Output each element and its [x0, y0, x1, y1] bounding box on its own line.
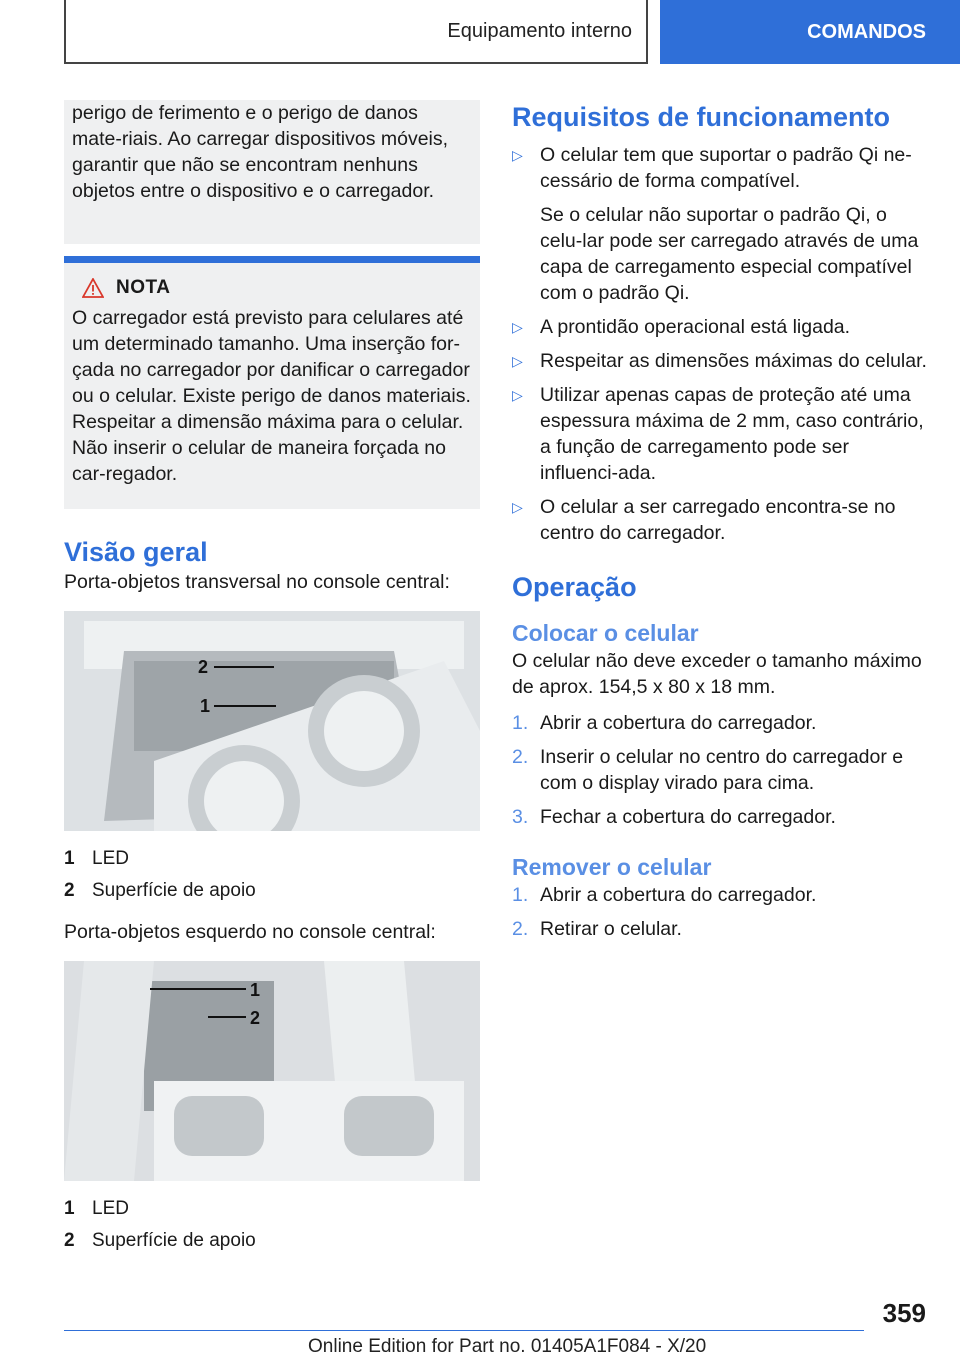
step-text: Fechar a cobertura do carregador. [540, 806, 836, 828]
nota-label: NOTA [116, 277, 171, 298]
requirements-title: Requisitos de funcionamento [512, 102, 891, 132]
requirement-text: O celular tem que suportar o padrão Qi ne-cessário de forma compatível. [540, 144, 912, 192]
step-number: 3. [512, 806, 529, 828]
section-title: Equipamento interno [447, 19, 632, 42]
operation-title: Operação [512, 572, 637, 602]
figure2-label-1: 1 [250, 980, 261, 1000]
list-item [512, 494, 932, 546]
left-tray-illustration [64, 961, 480, 1181]
legend-number: 2 [64, 880, 75, 901]
step-text: Abrir a cobertura do carregador. [540, 712, 817, 734]
figure-left-tray [64, 961, 480, 1181]
list-item [512, 348, 932, 374]
list-item [512, 314, 932, 340]
place-phone-title: Colocar o celular [512, 620, 699, 646]
list-item [512, 382, 932, 486]
requirement-subtext: Se o celular não suportar o padrão Qi, o celu-lar pode ser carregado através de uma capa de carregamento especial compatível com o padrão Qi. [540, 204, 919, 304]
header-chapter-tab[interactable] [660, 0, 960, 64]
figure1-label-2: 2 [198, 657, 209, 677]
triangle-bullet-icon: ▷ [512, 319, 523, 335]
triangle-bullet-icon: ▷ [512, 353, 523, 369]
figure1-label-1: 1 [200, 696, 211, 716]
list-item [512, 804, 932, 830]
remove-steps-list [512, 882, 932, 942]
list-item [512, 882, 932, 908]
figure2-legend-item [64, 1225, 480, 1257]
legend-number: 1 [64, 848, 75, 869]
requirement-text: O celular a ser carregado encontra-se no centro do carregador. [540, 496, 896, 544]
figure1-caption: Porta-objetos transversal no console central: [64, 571, 450, 593]
step-number: 1. [512, 712, 529, 734]
requirement-text: Respeitar as dimensões máximas do celular. [540, 350, 927, 372]
nota-text: O carregador está previsto para celulares até um determinado tamanho. Uma inserção for-çada no carregador por danificar o carregador ou o celular. Existe perigo de danos materiais. Respeitar a dimensão máxima para o celular. Não inserir o celular de maneira forçada no car-regador. [72, 307, 471, 485]
requirement-text: A prontidão operacional está ligada. [540, 316, 851, 338]
remove-phone-title: Remover o celular [512, 854, 712, 880]
legend-text: Superfície de apoio [92, 880, 256, 901]
figure1-legend-item [64, 843, 480, 875]
requirements-list [512, 142, 932, 546]
footer-divider [64, 1330, 864, 1331]
footer-text: Online Edition for Part no. 01405A1F084 - X/20 [308, 1336, 707, 1357]
step-text: Retirar o celular. [540, 918, 682, 940]
right-column [512, 100, 932, 950]
warning-triangle-icon [82, 278, 104, 298]
triangle-bullet-icon: ▷ [512, 499, 523, 515]
triangle-bullet-icon: ▷ [512, 147, 523, 163]
legend-text: Superfície de apoio [92, 1230, 256, 1251]
place-steps-list [512, 710, 932, 830]
chapter-title: COMANDOS [807, 20, 926, 43]
triangle-bullet-icon: ▷ [512, 387, 523, 403]
page-number: 359 [882, 1298, 926, 1328]
step-text: Inserir o celular no centro do carregador e com o display virado para cima. [540, 746, 904, 794]
header-section [64, 0, 648, 64]
list-item [512, 710, 932, 736]
step-number: 2. [512, 918, 529, 940]
legend-text: LED [92, 1198, 129, 1219]
figure2-label-2: 2 [250, 1008, 261, 1028]
transverse-tray-illustration [64, 611, 480, 831]
legend-number: 2 [64, 1230, 75, 1251]
left-column [64, 100, 480, 1257]
figure-transverse-tray [64, 611, 480, 831]
warning-text: perigo de ferimento e o perigo de danos mate-riais. Ao carregar dispositivos móveis, garantir que não se encontram nenhuns objetos entre o dispositivo e o carregador. [72, 102, 449, 202]
figure2-legend-item [64, 1193, 480, 1225]
list-item [512, 142, 932, 306]
warning-box [64, 100, 480, 244]
legend-text: LED [92, 848, 129, 869]
step-number: 1. [512, 884, 529, 906]
figure1-legend-item [64, 875, 480, 907]
place-phone-intro: O celular não deve exceder o tamanho máximo de aprox. 154,5 x 80 x 18 mm. [512, 650, 922, 698]
nota-header [82, 277, 472, 299]
nota-box [64, 256, 480, 509]
list-item [512, 744, 932, 796]
step-text: Abrir a cobertura do carregador. [540, 884, 817, 906]
figure2-caption: Porta-objetos esquerdo no console central: [64, 921, 436, 943]
requirement-text: Utilizar apenas capas de proteção até uma espessura máxima de 2 mm, caso contrário, a função de carregamento pode ser influenci-ada. [540, 384, 924, 484]
list-item [512, 916, 932, 942]
overview-title: Visão geral [64, 537, 208, 567]
step-number: 2. [512, 746, 529, 768]
legend-number: 1 [64, 1198, 75, 1219]
